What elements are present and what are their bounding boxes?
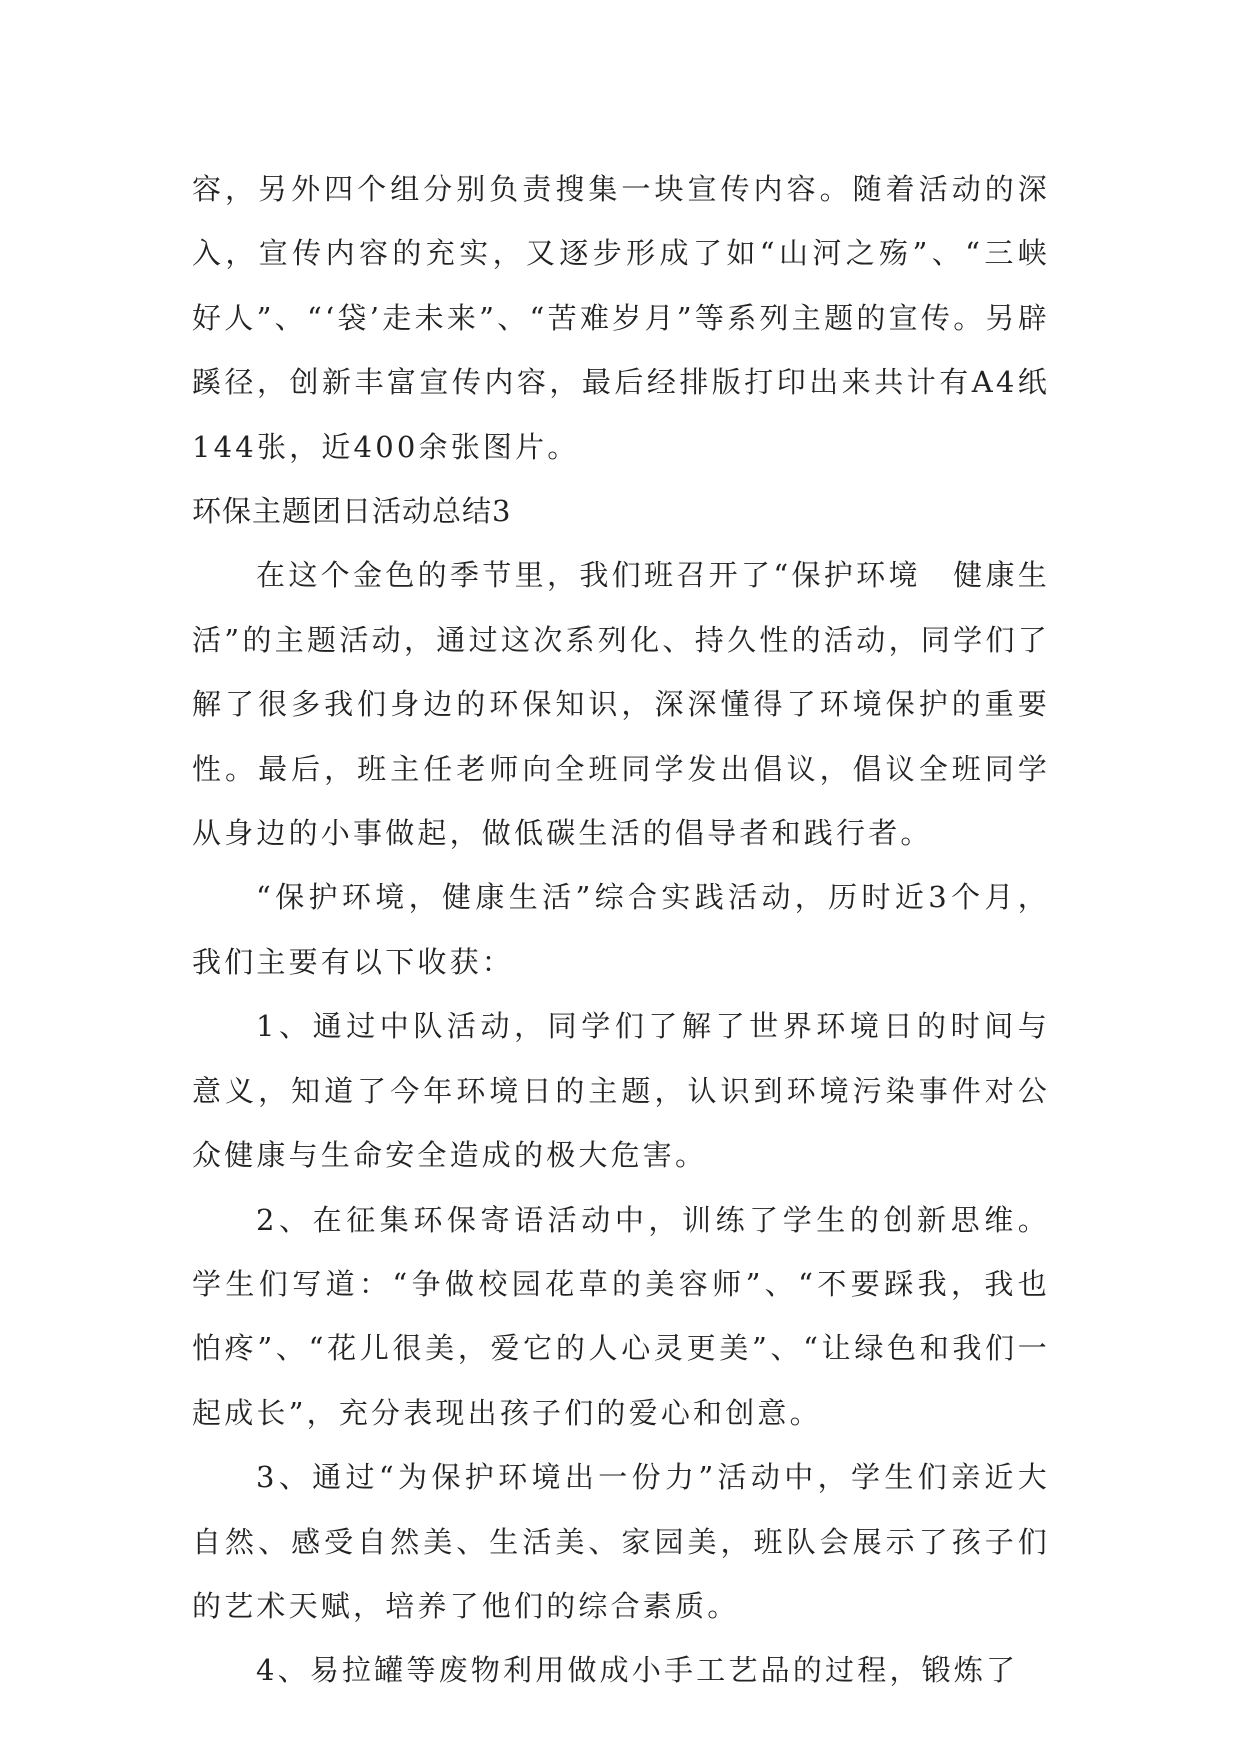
section-heading: 环保主题团日活动总结3: [192, 494, 512, 529]
paragraph-point-4: 4、易拉罐等废物利用做成小手工艺品的过程，锻炼了: [256, 1653, 1019, 1688]
paragraph-point-1: 1、通过中队活动，同学们了解了世界环境日的时间与意义，知道了今年环境日的主题，认识到环境污染事件对公众健康与生命安全造成的极大危害。: [192, 1009, 1050, 1173]
paragraph-summary: “保护环境，健康生活”综合实践活动，历时近3个月，我们主要有以下收获：: [192, 880, 1050, 979]
paragraph-point-3: 3、通过“为保护环境出一份力”活动中，学生们亲近大自然、感受自然美、生活美、家园美，班队会展示了孩子们的艺术天赋，培养了他们的综合素质。: [192, 1460, 1050, 1623]
paragraph-intro: 在这个金色的季节里，我们班召开了“保护环境 健康生活”的主题活动，通过这次系列化、持久性的活动，同学们了解了很多我们身边的环保知识，深深懂得了环境保护的重要性。最后，班主任老师向全班同学发出倡议，倡议全班同学从身边的小事做起，做低碳生活的倡导者和践行者。: [192, 558, 1050, 851]
document-body: [192, 157, 1050, 1703]
paragraph-continued: 容，另外四个组分别负责搜集一块宣传内容。随着活动的深入，宣传内容的充实，又逐步形成了如“山河之殇”、“三峡好人”、“‘袋’走未来”、“苦难岁月”等系列主题的宣传。另辟蹊径，创新丰富宣传内容，最后经排版打印出来共计有A4纸144张，近400余张图片。: [192, 172, 1050, 464]
paragraph-point-2: 2、在征集环保寄语活动中，训练了学生的创新思维。学生们写道：“争做校园花草的美容师”、“不要踩我，我也怕疼”、“花儿很美，爱它的人心灵更美”、“让绿色和我们一起成长”，充分表现出孩子们的爱心和创意。: [192, 1202, 1050, 1430]
